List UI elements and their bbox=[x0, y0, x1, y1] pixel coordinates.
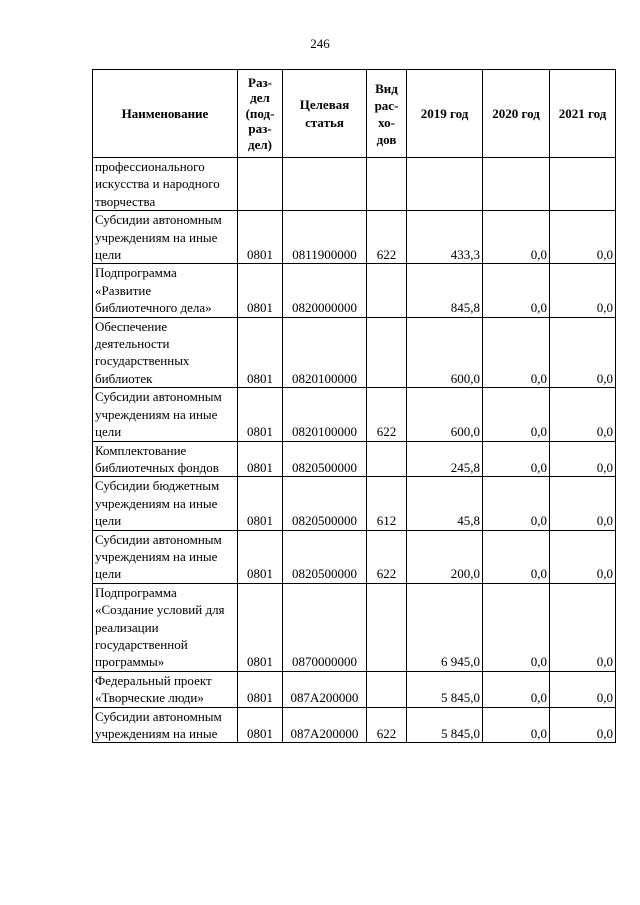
row-section: 0801 bbox=[238, 317, 283, 388]
row-2019: 6 945,0 bbox=[407, 583, 483, 671]
header-name: Наименование bbox=[93, 70, 238, 158]
row-expense-type: 622 bbox=[367, 211, 407, 264]
table-row bbox=[93, 317, 616, 388]
row-2020: 0,0 bbox=[483, 530, 550, 583]
row-2021: 0,0 bbox=[550, 211, 616, 264]
row-expense-type: 622 bbox=[367, 388, 407, 441]
row-name: Подпрограмма «Развитие библиотечного дела» bbox=[93, 264, 238, 317]
row-2020: 0,0 bbox=[483, 477, 550, 530]
row-target: 087A200000 bbox=[283, 707, 367, 743]
row-2021: 0,0 bbox=[550, 264, 616, 317]
table-row bbox=[93, 707, 616, 743]
row-section: 0801 bbox=[238, 530, 283, 583]
row-section: 0801 bbox=[238, 264, 283, 317]
row-2020: 0,0 bbox=[483, 317, 550, 388]
row-2020: 0,0 bbox=[483, 671, 550, 707]
row-2021: 0,0 bbox=[550, 671, 616, 707]
row-target: 0820500000 bbox=[283, 477, 367, 530]
row-2021: 0,0 bbox=[550, 707, 616, 743]
budget-table bbox=[92, 69, 616, 743]
row-section: 0801 bbox=[238, 388, 283, 441]
row-2019: 600,0 bbox=[407, 317, 483, 388]
header-2019: 2019 год bbox=[407, 70, 483, 158]
row-target: 0820100000 bbox=[283, 317, 367, 388]
row-name: Обеспечение деятельности государственных библиотек bbox=[93, 317, 238, 388]
row-2019: 5 845,0 bbox=[407, 707, 483, 743]
row-2019: 45,8 bbox=[407, 477, 483, 530]
row-name: Подпрограмма «Создание условий для реализации государственной программы» bbox=[93, 583, 238, 671]
row-expense-type: 612 bbox=[367, 477, 407, 530]
row-2021: 0,0 bbox=[550, 477, 616, 530]
row-name: Субсидии автономным учреждениям на иные цели bbox=[93, 530, 238, 583]
row-target: 0820000000 bbox=[283, 264, 367, 317]
row-section: 0801 bbox=[238, 671, 283, 707]
table-row bbox=[93, 441, 616, 477]
row-name: Субсидии автономным учреждениям на иные цели bbox=[93, 211, 238, 264]
row-2019 bbox=[407, 158, 483, 211]
row-section: 0801 bbox=[238, 583, 283, 671]
table-row bbox=[93, 264, 616, 317]
table-row bbox=[93, 388, 616, 441]
row-name: Субсидии автономным учреждениям на иные bbox=[93, 707, 238, 743]
row-name: Комплектование библиотечных фондов bbox=[93, 441, 238, 477]
row-name: Федеральный проект «Творческие люди» bbox=[93, 671, 238, 707]
row-2020: 0,0 bbox=[483, 707, 550, 743]
row-2020 bbox=[483, 158, 550, 211]
row-2021: 0,0 bbox=[550, 388, 616, 441]
row-2020: 0,0 bbox=[483, 388, 550, 441]
table-row bbox=[93, 158, 616, 211]
row-2020: 0,0 bbox=[483, 211, 550, 264]
row-target: 0811900000 bbox=[283, 211, 367, 264]
table-row bbox=[93, 211, 616, 264]
row-target: 0820100000 bbox=[283, 388, 367, 441]
row-2019: 200,0 bbox=[407, 530, 483, 583]
row-section: 0801 bbox=[238, 441, 283, 477]
row-target: 0820500000 bbox=[283, 530, 367, 583]
row-expense-type bbox=[367, 441, 407, 477]
row-2020: 0,0 bbox=[483, 264, 550, 317]
header-expense-type: Вид рас- хо- дов bbox=[367, 70, 407, 158]
row-section bbox=[238, 158, 283, 211]
row-expense-type bbox=[367, 317, 407, 388]
page-number: 246 bbox=[310, 36, 330, 51]
row-2019: 245,8 bbox=[407, 441, 483, 477]
row-expense-type bbox=[367, 158, 407, 211]
row-expense-type bbox=[367, 671, 407, 707]
row-target bbox=[283, 158, 367, 211]
row-2021: 0,0 bbox=[550, 583, 616, 671]
row-2021: 0,0 bbox=[550, 317, 616, 388]
header-row bbox=[93, 70, 616, 158]
row-expense-type: 622 bbox=[367, 707, 407, 743]
header-2020: 2020 год bbox=[483, 70, 550, 158]
row-name: Субсидии бюджетным учреждениям на иные цели bbox=[93, 477, 238, 530]
row-2019: 600,0 bbox=[407, 388, 483, 441]
row-expense-type bbox=[367, 583, 407, 671]
row-expense-type: 622 bbox=[367, 530, 407, 583]
row-2021: 0,0 bbox=[550, 530, 616, 583]
row-expense-type bbox=[367, 264, 407, 317]
row-2021 bbox=[550, 158, 616, 211]
row-section: 0801 bbox=[238, 707, 283, 743]
header-2021: 2021 год bbox=[550, 70, 616, 158]
row-2019: 845,8 bbox=[407, 264, 483, 317]
row-name: Субсидии автономным учреждениям на иные цели bbox=[93, 388, 238, 441]
row-section: 0801 bbox=[238, 477, 283, 530]
row-name: профессионального искусства и народного творчества bbox=[93, 158, 238, 211]
row-2019: 5 845,0 bbox=[407, 671, 483, 707]
header-target: Целевая статья bbox=[283, 70, 367, 158]
header-section: Раз- дел (под- раз- дел) bbox=[238, 70, 283, 158]
row-target: 0820500000 bbox=[283, 441, 367, 477]
table-row bbox=[93, 583, 616, 671]
row-2019: 433,3 bbox=[407, 211, 483, 264]
table-row bbox=[93, 671, 616, 707]
row-target: 087A200000 bbox=[283, 671, 367, 707]
table-row bbox=[93, 477, 616, 530]
row-section: 0801 bbox=[238, 211, 283, 264]
row-target: 0870000000 bbox=[283, 583, 367, 671]
row-2020: 0,0 bbox=[483, 441, 550, 477]
table-row bbox=[93, 530, 616, 583]
row-2021: 0,0 bbox=[550, 441, 616, 477]
row-2020: 0,0 bbox=[483, 583, 550, 671]
